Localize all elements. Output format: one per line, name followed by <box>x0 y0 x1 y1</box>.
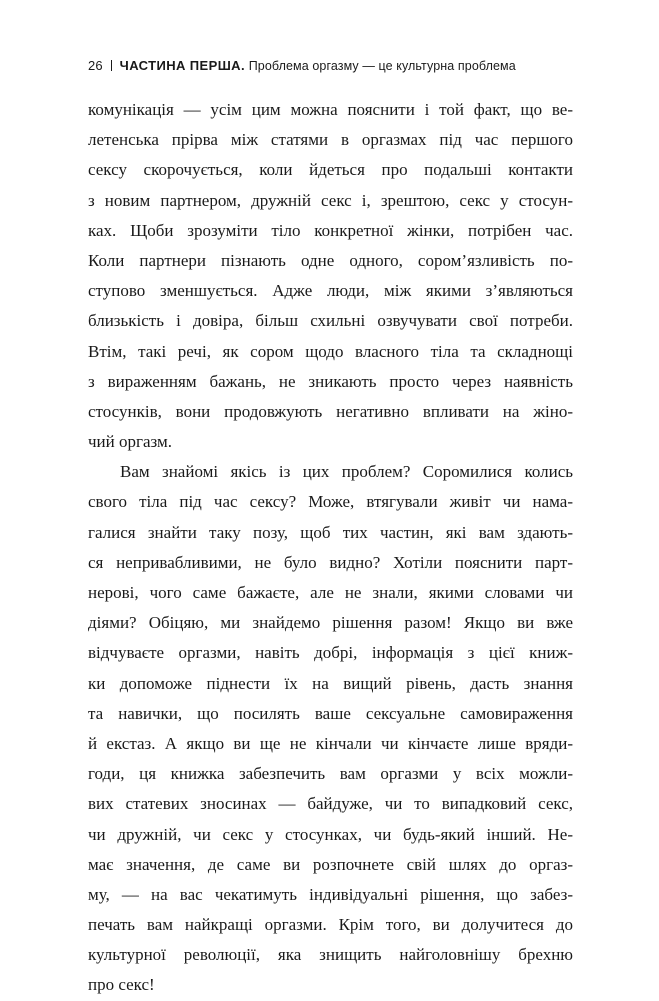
body-text <box>88 95 573 1001</box>
page-number: 26 <box>88 58 103 73</box>
text-line: ся непривабливими, не було видно? Хотіли пояснити парт- <box>88 552 573 572</box>
chapter-title: Проблема оргазму — це культурна проблема <box>248 59 516 73</box>
text-line: сексу скорочується, коли йдеться про подальші контакти <box>88 160 573 180</box>
text-line: діями? Обіцяю, ми знайдемо рішення разом! Якщо ви вже <box>88 613 573 633</box>
text-line: ки допоможе піднести їх на вищий рівень, дасть знання <box>88 673 573 693</box>
running-header <box>88 58 588 73</box>
text-line: годи, ця книжка забезпечить вам оргазми у всіх можли- <box>88 764 573 784</box>
text-line: Коли партнери пізнають одне одного, сором’язливість по- <box>88 250 573 270</box>
part-title: ЧАСТИНА ПЕРША. <box>119 58 245 73</box>
text-line: ках. Щоби зрозуміти тіло конкретної жінки, потрібен час. <box>88 220 573 240</box>
text-line: стосунків, вони продовжують негативно впливати на жіно- <box>88 401 573 421</box>
text-line: близькість і довіра, більш схильні озвучувати свої потреби. <box>88 311 573 331</box>
text-line: культурної революції, яка знищить найголовнішу брехню <box>88 945 573 965</box>
text-line: му, — на вас чекатимуть індивідуальні рішення, що забез- <box>88 884 573 904</box>
text-line: з новим партнером, дружній секс і, зрештою, секс у стосун- <box>88 190 573 210</box>
text-line: чий оргазм. <box>88 432 172 452</box>
paragraph <box>88 457 573 1000</box>
text-line: комунікація — усім цим можна пояснити і той факт, що ве- <box>88 100 573 119</box>
text-line: чи дружній, чи секс у стосунках, чи будь-який інший. Не- <box>88 824 573 844</box>
text-line: Вам знайомі якісь із цих проблем? Соромилися колись <box>120 462 573 482</box>
header-separator <box>111 60 112 71</box>
text-line: та навички, що посилять ваше сексуальне самовираження <box>88 703 573 723</box>
text-line: ступово зменшується. Адже люди, між якими з’являються <box>88 281 573 301</box>
text-line: вих статевих зносинах — байдуже, чи то випадковий секс, <box>88 794 573 814</box>
text-line: печать вам найкращі оргазми. Крім того, ви долучитеся до <box>88 915 573 935</box>
text-line: летенська прірва між статями в оргазмах під час першого <box>88 130 573 150</box>
paragraph <box>88 95 573 457</box>
text-line: свого тіла під час сексу? Може, втягували живіт чи нама- <box>88 492 573 512</box>
text-line: нерові, чого саме бажаєте, але не знали, якими словами чи <box>88 583 573 602</box>
text-line: галися знайти таку позу, щоб тих частин, які вам здають- <box>88 522 573 542</box>
text-line: про секс! <box>88 975 155 995</box>
text-line: відчуваєте оргазми, навіть добрі, інформація з цієї книж- <box>88 643 573 663</box>
text-line: з вираженням бажань, не зникають просто через наявність <box>88 371 573 391</box>
text-line: має значення, де саме ви розпочнете свій шлях до оргаз- <box>88 854 573 874</box>
text-line: й екстаз. А якщо ви ще не кінчали чи кінчаєте лише вряди- <box>88 733 573 753</box>
text-line: Втім, такі речі, як сором щодо власного тіла та складнощі <box>88 341 573 361</box>
